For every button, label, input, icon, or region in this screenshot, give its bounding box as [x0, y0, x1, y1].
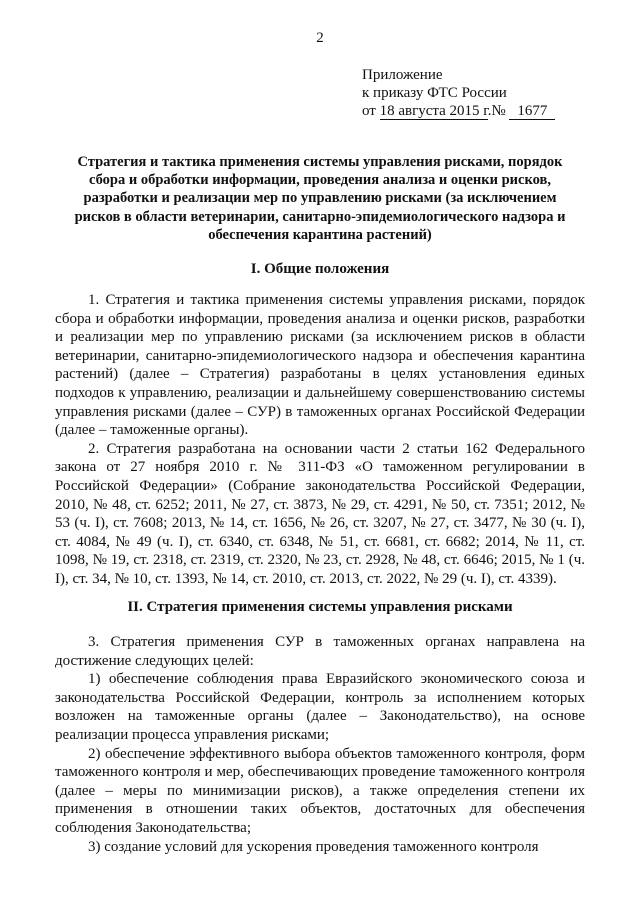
section-1-body [55, 291, 585, 589]
section-1-heading: I. Общие положения [250, 261, 390, 277]
appendix-number-sign: № [491, 103, 506, 119]
paragraph: 1. Стратегия и тактика применения системы управления рисками, порядок сбора и обработки информации, проведения анализа и оценки рисков, разработки и реализации мер по управлению рисками (за исключением рисков в области ветеринарии, санитарно-эпидемиологического надзора и обеспечения карантина растений) (далее – Стратегия) разработаны в целях установления единых подходов к управлению, реализации и дальнейшему совершенствованию системы управления рисками (далее – СУР) в таможенных органах Российской Федерации (далее – таможенные органы). [55, 292, 585, 439]
appendix-number: 1677 [509, 104, 555, 120]
appendix-label: Приложение [362, 67, 443, 83]
list-item: 2) обеспечение эффективного выбора объектов таможенного контроля, форм таможенного контроля и мер, обеспечивающих проведение таможенного контроля (далее – меры по минимизации рисков), а также определения степени их применения в отношении таких объектов, достаточных для обеспечения соблюдения Законодательства; [55, 745, 585, 836]
appendix-block [362, 66, 555, 120]
document-title: Стратегия и тактика применения системы управления рисками, порядок сбора и обработки информации, проведения анализа и оценки рисков, разработки и реализации мер по управлению рисками (за исключением рисков в области ветеринарии, санитарно-эпидемиологического надзора и обеспечения карантина растений) [74, 154, 566, 243]
section-2-body [55, 633, 585, 856]
appendix-order-ref: к приказу ФТС России [362, 85, 507, 101]
appendix-date: 18 августа 2015 г. [379, 103, 492, 119]
paragraph: 3. Стратегия применения СУР в таможенных органах направлена на достижение следующих целей: [55, 634, 585, 669]
section-2-heading: II. Стратегия применения системы управления рисками [127, 599, 513, 615]
page-number: 2 [316, 30, 324, 46]
appendix-date-line [362, 102, 555, 120]
paragraph: 2. Стратегия разработана на основании части 2 статьи 162 Федерального закона от 27 ноября 2010 г. № 311-ФЗ «О таможенном регулировании в Российской Федерации» (Собрание законодательства Российской Федерации, 2010, № 48, ст. 6252; 2011, № 27, ст. 3873, № 29, ст. 4291, № 50, ст. 7351; 2012, № 53 (ч. I), ст. 7608; 2013, № 14, ст. 1656, № 26, ст. 3207, № 27, ст. 3477, № 30 (ч. I), ст. 4084, № 49 (ч. I), ст. 6340, ст. 6348, № 51, ст. 6681, ст. 6682; 2014, № 11, ст. 1098, № 19, ст. 2318, ст. 2319, ст. 2320, № 23, ст. 2928, № 48, ст. 6646; 2015, № 1 (ч. I), ст. 34, № 10, ст. 1393, № 14, ст. 2010, ст. 2013, ст. 2022, № 29 (ч. I), ст. 4339). [55, 440, 585, 587]
appendix-from: от [362, 103, 376, 119]
list-item: 1) обеспечение соблюдения права Евразийского экономического союза и законодательства Российской Федерации, контроль за исполнением которых возложен на таможенные органы (далее – Законодательство), на основе реализации процесса управления рисками; [55, 671, 585, 743]
list-item: 3) создание условий для ускорения проведения таможенного контроля [88, 838, 539, 855]
